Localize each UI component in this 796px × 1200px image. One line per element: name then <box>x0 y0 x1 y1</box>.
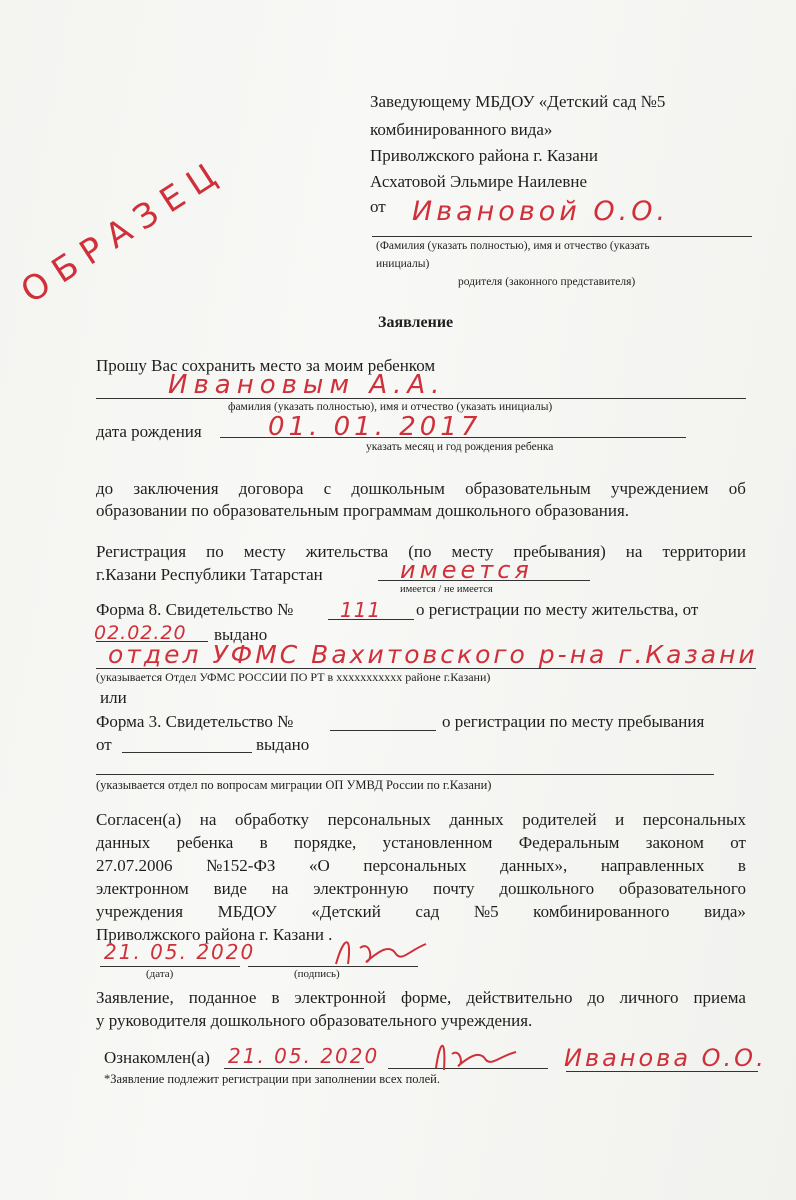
word: обработку <box>234 810 310 829</box>
paragraph-1-line-1 <box>96 479 746 499</box>
form8-label: Форма 8. Свидетельство № <box>96 600 294 619</box>
word: данных <box>449 810 504 829</box>
word: родителей <box>522 810 597 829</box>
registration-status: имеется <box>400 556 533 584</box>
word: учреждения <box>96 902 184 921</box>
word: месту <box>243 542 286 561</box>
word: жительства <box>305 542 389 561</box>
footnote: *Заявление подлежит регистрации при заполнении всех полей. <box>104 1072 440 1086</box>
word: виде <box>213 879 247 898</box>
word: электронном <box>96 879 189 898</box>
word: по <box>206 542 224 561</box>
header-line-4: Асхатовой Эльмире Наилевне <box>370 172 588 191</box>
ack-date-line <box>224 1068 364 1069</box>
child-name: Ивановым А.А. <box>168 370 446 400</box>
word: пребывания) <box>513 542 606 561</box>
consent-sign-hint: (подпись) <box>294 968 340 980</box>
word: дошкольного <box>499 879 595 898</box>
consent-line-5 <box>96 902 746 922</box>
consent-line-3 <box>96 856 746 876</box>
word: персональных <box>327 810 431 829</box>
word: личного <box>619 988 679 1007</box>
child-name-line <box>96 398 746 399</box>
issued-by-value: отдел УФМС Вахитовского р-на г.Казани <box>108 640 758 669</box>
issued-by-hint: (указывается Отдел УФМС РОССИИ ПО РТ в xxxxxxxxxxx районе г.Казани) <box>96 670 491 684</box>
word: договора <box>238 479 304 498</box>
word: до <box>587 988 605 1007</box>
word: действительно <box>466 988 573 1007</box>
word: данных», <box>500 856 568 875</box>
header-line-1: Заведующему МБДОУ «Детский сад №5 <box>370 92 666 111</box>
word: направленных <box>600 856 705 875</box>
dob-value: 01. 01. 2017 <box>268 412 482 442</box>
word: №152-ФЗ <box>206 856 276 875</box>
word: от <box>730 833 746 852</box>
document-title: Заявление <box>378 314 454 331</box>
word: №5 <box>473 902 499 921</box>
consent-line-4 <box>96 879 746 899</box>
header-line-2: комбинированного вида» <box>370 120 553 139</box>
word: в <box>259 833 268 852</box>
form3-hint: (указывается отдел по вопросам миграции ОП УМВД России по г.Казани) <box>96 778 492 792</box>
form8-number-line <box>328 619 414 620</box>
word: территории <box>662 542 746 561</box>
consent-line-6: Приволжского района г. Казани . <box>96 925 333 944</box>
applicant-hint-1: (Фамилия (указать полностью), имя и отчество (указать <box>376 240 650 252</box>
word: с <box>323 479 332 498</box>
validity-line-1 <box>96 988 746 1008</box>
word: Федеральным <box>518 833 620 852</box>
word: образовательного <box>618 879 746 898</box>
word: дошкольным <box>351 479 445 498</box>
word: установленном <box>382 833 493 852</box>
word: образовательным <box>465 479 591 498</box>
word: приема <box>693 988 746 1007</box>
dob-hint: указать месяц и год рождения ребенка <box>366 441 554 453</box>
ack-name: Иванова О.О. <box>564 1044 767 1072</box>
word: месту <box>451 542 494 561</box>
sample-stamp: ОБРАЗЕЦ <box>14 150 232 312</box>
dob-label: дата рождения <box>96 422 202 441</box>
word: комбинированного <box>533 902 670 921</box>
form8-date: 02.02.20 <box>94 622 187 644</box>
word: «О <box>308 856 330 875</box>
form3-issued-line <box>96 774 714 775</box>
applicant-hint-2: инициалы) <box>376 258 430 270</box>
word: на <box>625 542 643 561</box>
form3-rest: о регистрации по месту пребывания <box>442 712 705 731</box>
ack-label: Ознакомлен(а) <box>104 1048 210 1067</box>
word: Регистрация <box>96 542 187 561</box>
word: почту <box>433 879 475 898</box>
word: персональных <box>363 856 467 875</box>
or-label: или <box>100 688 127 707</box>
issued-by-line <box>96 668 756 669</box>
paragraph-1-line-2: образовании по образовательным программам дошкольного образования. <box>96 501 630 520</box>
word: в <box>271 988 280 1007</box>
word: электронную <box>313 879 409 898</box>
word: до <box>96 479 114 498</box>
word: Согласен(а) <box>96 810 182 829</box>
consent-date-line <box>100 966 240 967</box>
word: об <box>728 479 746 498</box>
word: данных <box>96 833 151 852</box>
from-label: от <box>370 197 386 216</box>
word: в <box>737 856 746 875</box>
form3-issued-label: выдано <box>256 735 310 754</box>
consent-signature <box>330 930 440 980</box>
consent-line-2 <box>96 833 746 853</box>
word: форме, <box>401 988 452 1007</box>
word: порядке, <box>294 833 357 852</box>
word: вида» <box>704 902 746 921</box>
dob-line <box>220 437 686 438</box>
ack-date: 21. 05. 2020 <box>228 1044 380 1068</box>
consent-date: 21. 05. 2020 <box>104 940 256 964</box>
consent-line-1 <box>96 810 746 830</box>
word: 27.07.2006 <box>96 856 173 875</box>
ack-name-line <box>566 1071 758 1072</box>
word: на <box>199 810 217 829</box>
ack-signature <box>430 1030 530 1076</box>
word: «Детский <box>311 902 381 921</box>
word: на <box>271 879 289 898</box>
form8-rest: о регистрации по месту жительства, от <box>416 600 699 619</box>
word: учреждением <box>611 479 709 498</box>
form3-date-line <box>122 752 252 753</box>
request-text: Прошу Вас сохранить место за моим ребенком <box>96 356 436 375</box>
word: поданное <box>188 988 257 1007</box>
word: и <box>615 810 625 829</box>
child-name-hint: фамилия (указать полностью), имя и отчество (указать инициалы) <box>228 401 553 413</box>
issued-label: выдано <box>214 625 268 644</box>
word: персональных <box>642 810 746 829</box>
applicant-name: Ивановой О.О. <box>412 196 670 227</box>
word: ребенка <box>176 833 234 852</box>
word: (по <box>408 542 432 561</box>
form3-label: Форма 3. Свидетельство № <box>96 712 294 731</box>
registration-status-hint: имеется / не имеется <box>400 584 493 595</box>
form3-number-line <box>330 730 436 731</box>
word: законом <box>645 833 704 852</box>
word: заключения <box>133 479 219 498</box>
applicant-hint-3: родителя (законного представителя) <box>458 276 636 288</box>
word: МБДОУ <box>217 902 277 921</box>
form3-from-label: от <box>96 735 112 754</box>
form8-number: 111 <box>340 598 382 622</box>
registration-city-label: г.Казани Республики Татарстан <box>96 565 323 584</box>
registration-status-line <box>378 580 590 581</box>
consent-date-hint: (дата) <box>146 968 174 980</box>
header-line-3: Приволжского района г. Казани <box>370 146 598 165</box>
applicant-line <box>372 236 752 237</box>
validity-line-2: у руководителя дошкольного образовательного учреждения. <box>96 1011 533 1030</box>
word: сад <box>415 902 440 921</box>
word: Заявление, <box>96 988 174 1007</box>
word: электронной <box>294 988 386 1007</box>
